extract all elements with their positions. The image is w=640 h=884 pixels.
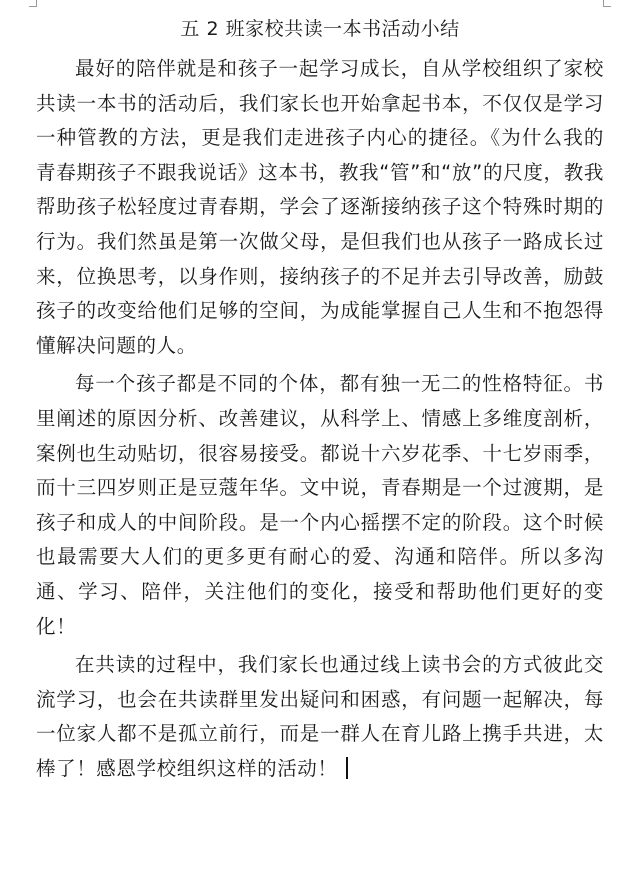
paragraph-3 bbox=[36, 648, 604, 786]
paragraph-3-text: 在共读的过程中，我们家长也通过线上读书会的方式彼此交流学习，也会在共读群里发出疑问和困惑，有问题一起解决，每一位家人都不是孤立前行，而是一群人在育儿路上携手共进，太棒了！感恩学校组织这样的活动！ bbox=[36, 653, 604, 780]
paragraph-1: 最好的陪伴就是和孩子一起学习成长，自从学校组织了家校共读一本书的活动后，我们家长也开始拿起书本，不仅仅是学习一种管教的方法，更是我们走进孩子内心的捷径。《为什么我的青春期孩子不跟我说话》这本书，教我“管”和“放”的尺度，教我帮助孩子松轻度过青春期，学会了逐渐接纳孩子这个特殊时期的行为。我们然虽是第一次做父母，是但我们也从孩子一路成长过来，位换思考，以身作则，接纳孩子的不足并去引导改善，励鼓孩子的改变给他们足够的空间，为成能掌握自己人生和不抱怨得懂解决问题的人。 bbox=[36, 57, 604, 357]
text-cursor bbox=[346, 757, 348, 779]
document-title: 五 2 班家校共读一本书活动小结 bbox=[180, 18, 460, 40]
crop-mark-left-horizontal bbox=[29, 6, 37, 7]
document-body[interactable] bbox=[36, 52, 604, 790]
crop-mark-right-horizontal bbox=[603, 6, 611, 7]
paragraph-2: 每一个孩子都是不同的个体，都有独一无二的性格特征。书里阐述的原因分析、改善建议，从科学上、情感上多维度剖析，案例也生动贴切，很容易接受。都说十六岁花季、十七岁雨季，而十三四岁则正是豆蔻年华。文中说，青春期是一个过渡期，是孩子和成人的中间阶段。是一个内心摇摆不定的阶段。这个时候也最需要大人们的更多更有耐心的爱、沟通和陪伴。所以多沟通、学习、陪伴，关注他们的变化，接受和帮助他们更好的变化！ bbox=[36, 372, 604, 638]
page-crop-marks bbox=[0, 0, 640, 8]
